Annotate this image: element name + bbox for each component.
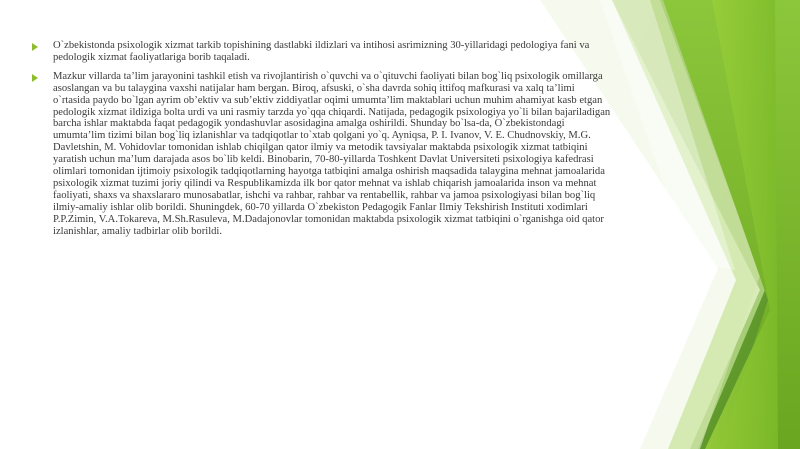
- slide-content: [32, 40, 612, 245]
- bullet-item: [32, 40, 612, 64]
- bullet-text: O`zbekistonda psixologik xizmat tarkib topishining dastlabki ildizlari va intihosi asrimizning 30-yillaridagi pedologiya fani va pedologik xizmat faoliyatlariga borib taqaladi.: [53, 40, 590, 63]
- triangle-bullet-icon: [32, 43, 38, 51]
- bullet-item: [32, 71, 612, 238]
- bullet-text: Mazkur villarda ta’lim jarayonini tashkil etish va rivojlantirish o`quvchi va o`qituvchi faoliyati bilan bog`liq psixologik omillarga asoslangan va bu talaygina vaxshi natijalar ham bergan. Biroq, afsuski, o`sha davrda sohiq ittifoq mafkurasi va xalq ta’limi o`rtasida paydo bo`lgan ayrim ob’ektiv va sub’ektiv ziddiyatlar oqimi umumta’lim maktablari uchun muhim ahamiyat kasb etgan pedologik xizmat ildiziga bolta urdi va uni rasmiy tarzda yo`qqa chiqardi. Natijada, pedagogik psixologiya yo`li bilan bajariladigan barcha ishlar maktabda faqat pedagogik yondashuvlar asosidagina amalga oshirildi. Shunday bo`lsa-da, O`zbekistondagi umumta’lim tizimi bilan bog`liq izlanishlar va tadqiqotlar to`xtab qolgani yo`q. Ayniqsa, P. I. Ivanov, V. E. Chudnovskiy, M.G. Davletshin, M. Vohidovlar tomonidan ishlab chiqilgan qator ilmiy va metodik tavsiyalar maktabda psixologik xizmat tatbiqini yaratish uchun ma’lum darajada asos bo`lib keldi. Binobarin, 70-80-yillarda Toshkent Davlat Universiteti psixologiya kafedrasi olimlari tomonidan ijtimoiy psixologik tadqiqotlarning hayotga tatbiqini amalga oshirish maqsadida talaygina mehnat jamoalarida psixologik xizmat tuzimi joriy qilindi va Respublikamizda ilk bor qator mehnat va ishlab chiqarish jamoalarida inson va mehnat faoliyati, shaxs va shaxslararo munosabatlar, ishchi va rahbar, rahbar va rentabellik, rahbar va jamoa psixologiyasi bilan bog`liq ilmiy-amaliy ishlar olib borildi. Shuningdek, 60-70 yillarda O`zbekiston Pedagogik Fanlar Ilmiy Tekshirish Instituti xodimlari P.P.Zimin, V.A.Tokareva, M.Sh.Rasuleva, M.Dadajonovlar tomonidan maktabda psixologik xizmat tatbiqini o`rganishga oid qator izlanishlar, amaliy tadbirlar olib borildi.: [53, 70, 611, 237]
- triangle-bullet-icon: [32, 74, 38, 82]
